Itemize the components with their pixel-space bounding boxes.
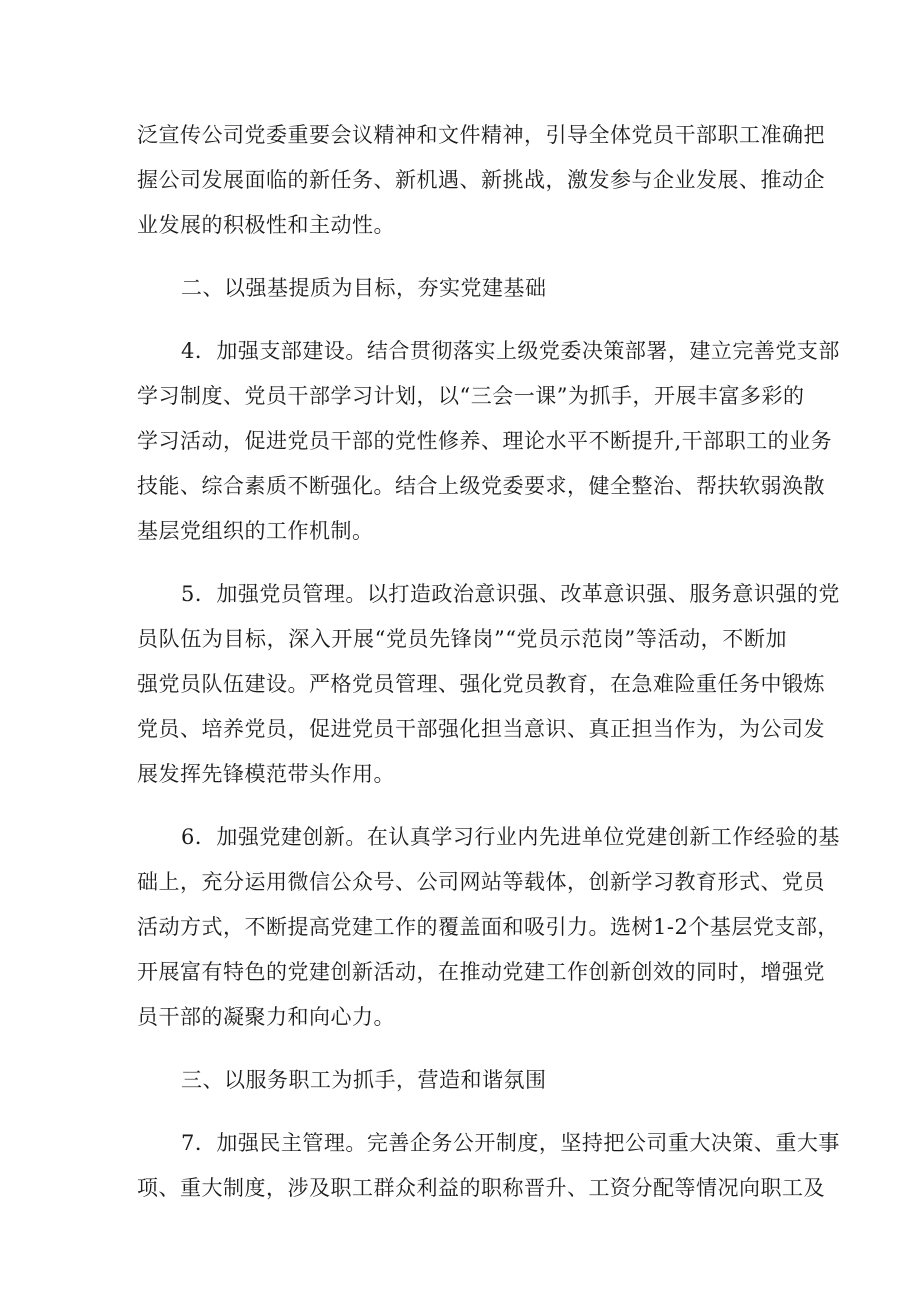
section-heading-3 — [137, 1058, 787, 1103]
paragraph-item-7 — [137, 1121, 840, 1211]
text-line: 开展富有特色的党建创新活动，在推动党建工作创新创效的同时，增强党 — [137, 960, 825, 984]
heading-line: 二、以强基提质为目标，夯实党建基础 — [181, 276, 547, 300]
text-line: 基层党组织的工作机制。 — [137, 519, 374, 543]
section-heading-2 — [137, 266, 787, 311]
text-line: 强党员队伍建设。严格党员管理、强化党员教育，在急难险重任务中锻炼 — [137, 672, 825, 696]
paragraph-item-6 — [137, 815, 840, 1040]
text-line: 学习制度、党员干部学习计划，以“三会一课”为抓手，开展丰富多彩的 — [137, 384, 805, 408]
document-body — [137, 113, 840, 1211]
text-line: 4．加强支部建设。结合贯彻落实上级党委决策部署，建立完善党支部 — [181, 339, 840, 363]
paragraph-item-5 — [137, 572, 840, 797]
text-line: 员干部的凝聚力和向心力。 — [137, 1005, 395, 1029]
text-line: 5．加强党员管理。以打造政治意识强、改革意识强、服务意识强的党 — [181, 582, 840, 606]
text-line: 泛宣传公司党委重要会议精神和文件精神，引导全体党员干部职工准确把 — [137, 123, 825, 147]
text-line: 6．加强党建创新。在认真学习行业内先进单位党建创新工作经验的基 — [181, 825, 840, 849]
heading-line: 三、以服务职工为抓手，营造和谐氛围 — [181, 1068, 547, 1092]
text-line: 握公司发展面临的新任务、新机遇、新挑战，激发参与企业发展、推动企 — [137, 168, 825, 192]
text-line: 技能、综合素质不断强化。结合上级党委要求，健全整治、帮扶软弱涣散 — [137, 474, 825, 498]
paragraph-continuation — [137, 113, 825, 248]
paragraph-item-4 — [137, 329, 840, 554]
text-line: 础上，充分运用微信公众号、公司网站等载体，创新学习教育形式、党员 — [137, 870, 825, 894]
text-line: 项、重大制度，涉及职工群众利益的职称晋升、工资分配等情况向职工及 — [137, 1176, 825, 1200]
text-line: 业发展的积极性和主动性。 — [137, 213, 395, 237]
text-line: 展发挥先锋模范带头作用。 — [137, 762, 395, 786]
text-line: 7．加强民主管理。完善企务公开制度，坚持把公司重大决策、重大事 — [181, 1131, 840, 1155]
text-line: 员队伍为目标，深入开展“党员先锋岗”“党员示范岗”等活动，不断加 — [137, 627, 787, 651]
text-line: 党员、培养党员，促进党员干部强化担当意识、真正担当作为，为公司发 — [137, 717, 825, 741]
text-line: 活动方式，不断提高党建工作的覆盖面和吸引力。选树1-2个基层党支部， — [137, 915, 839, 939]
text-line: 学习活动，促进党员干部的党性修养、理论水平不断提升,干部职工的业务 — [137, 429, 833, 453]
